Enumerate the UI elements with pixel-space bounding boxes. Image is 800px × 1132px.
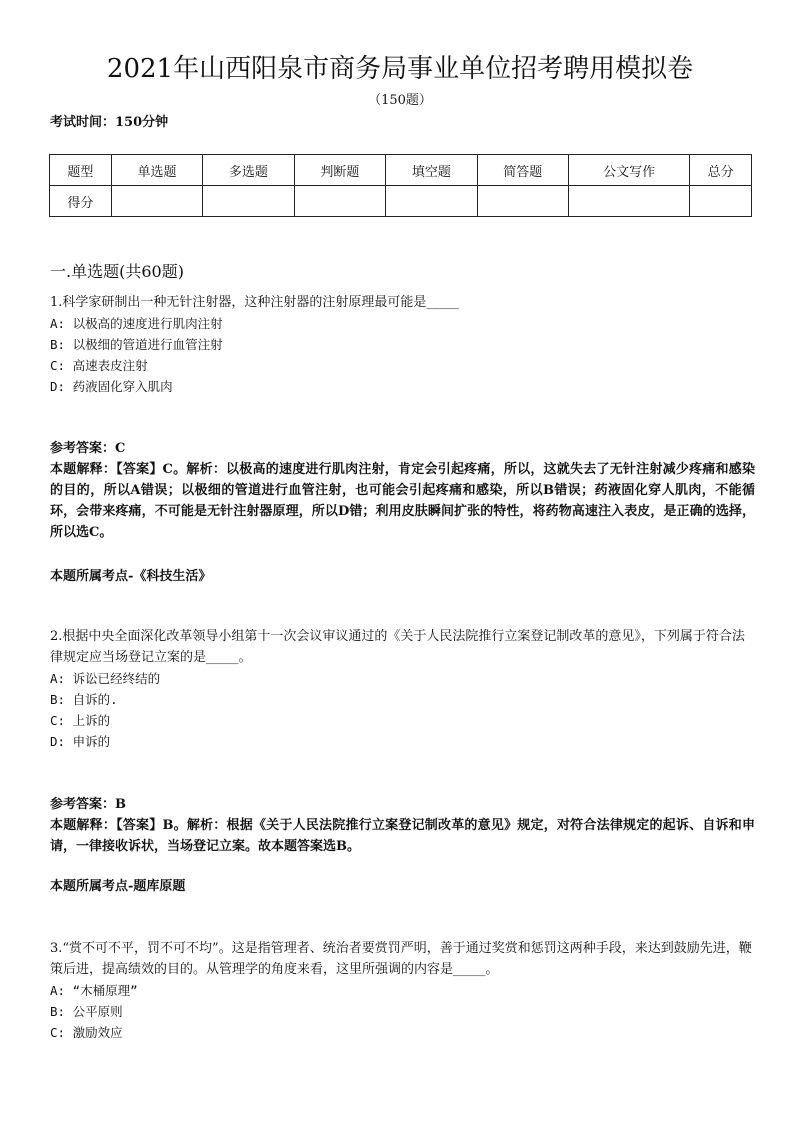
question-3 — [50, 938, 755, 1043]
question-stem: 3.“赏不可不平，罚不可不均”。这是指管理者、统治者要赏罚严明，善于通过奖赏和惩罚这两种手段，来达到鼓励先进，鞭策后进，提高绩效的目的。从管理学的角度来看，这里所强调的内容是_____。 — [50, 941, 752, 977]
exam-point: 本题所属考点-题库原题 — [50, 879, 186, 894]
score-table-header: 单选题 — [111, 155, 202, 186]
document-title: 2021年山西阳泉市商务局事业单位招考聘用模拟卷 — [106, 54, 694, 84]
question-option: C: 激励效应 — [50, 1025, 123, 1040]
score-cell — [294, 186, 385, 217]
question-option: A: 诉讼已经终结的 — [50, 671, 161, 686]
question-1 — [50, 292, 755, 397]
score-cell — [690, 186, 752, 217]
answer-explanation: 本题解释：【答案】B。解析：根据《关于人民法院推行立案登记制改革的意见》规定，对符合法律规定的起诉、自诉和申请，一律接收诉状，当场登记立案。故本题答案选B。 — [50, 818, 755, 854]
score-cell — [386, 186, 477, 217]
score-row-label: 得分 — [50, 186, 112, 217]
score-table-header: 填空题 — [386, 155, 477, 186]
score-cell — [569, 186, 690, 217]
section-title: 一.单选题(共60题) — [50, 262, 184, 281]
exam-time: 考试时间：150分钟 — [50, 115, 169, 130]
question-option: A: 以极高的速度进行肌肉注射 — [50, 316, 223, 331]
question-option: A: “木桶原理” — [50, 983, 138, 998]
score-cell — [111, 186, 202, 217]
question-2 — [50, 626, 755, 752]
score-table — [49, 154, 752, 217]
score-table-header: 公文写作 — [569, 155, 690, 186]
exam-point: 本题所属考点-《科技生活》 — [50, 569, 212, 584]
score-table-header: 多选题 — [203, 155, 294, 186]
question-option: C: 高速表皮注射 — [50, 358, 148, 373]
question-option: B: 公平原则 — [50, 1004, 123, 1019]
question-stem: 2.根据中央全面深化改革领导小组第十一次会议审议通过的《关于人民法院推行立案登记制改革的意见》，下列属于符合法律规定应当场登记立案的是_____。 — [50, 629, 745, 665]
question-option: D: 药液固化穿入肌肉 — [50, 379, 173, 394]
score-table-row — [50, 186, 752, 217]
score-cell — [203, 186, 294, 217]
score-table-header: 总分 — [690, 155, 752, 186]
question-option: C: 上诉的 — [50, 713, 111, 728]
score-table-header: 题型 — [50, 155, 112, 186]
question-option: B: 自诉的. — [50, 692, 118, 707]
score-table-header: 简答题 — [477, 155, 568, 186]
question-stem: 1.科学家研制出一种无针注射器，这种注射器的注射原理最可能是_____ — [50, 295, 459, 310]
reference-answer: 参考答案：B — [50, 797, 126, 812]
question-option: B: 以极细的管道进行血管注射 — [50, 337, 223, 352]
answer-block-1 — [50, 438, 755, 543]
reference-answer: 参考答案：C — [50, 441, 126, 456]
exam-point-2 — [50, 876, 755, 897]
document-subtitle: （150题） — [368, 93, 432, 108]
score-cell — [477, 186, 568, 217]
answer-explanation: 本题解释：【答案】C。解析：以极高的速度进行肌肉注射，肯定会引起疼痛，所以，这就失去了无针注射减少疼痛和感染的目的，所以A错误；以极细的管道进行血管注射，也可能会引起疼痛和感染，所以B错误；药液固化穿人肌肉，不能循环，会带来疼痛，不可能是无针注射器原理，所以D错；利用皮肤瞬间扩张的特性，将药物高速注入表皮，是正确的选择，所以选C。 — [50, 462, 755, 540]
score-table-header: 判断题 — [294, 155, 385, 186]
answer-block-2 — [50, 794, 755, 857]
question-option: D: 申诉的 — [50, 734, 111, 749]
exam-point-1 — [50, 566, 755, 587]
score-table-header-row — [50, 155, 752, 186]
